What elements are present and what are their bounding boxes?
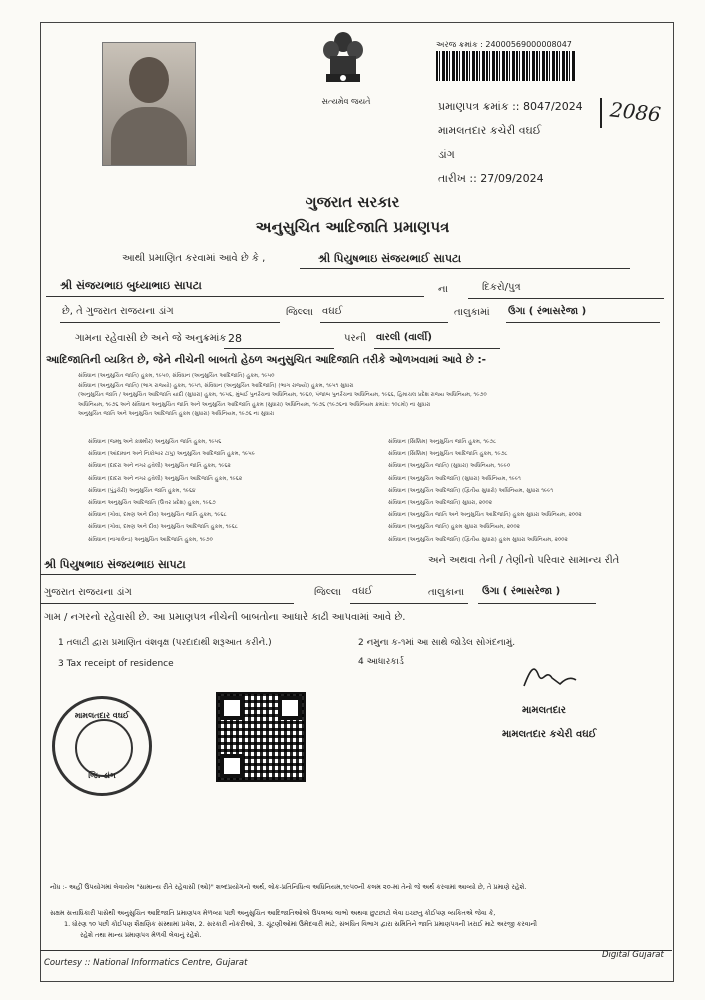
district-value-2: વઘઈ [352,586,373,597]
doc-item-1: 1 તલાટી દ્વારા પ્રમાણિત વંશવૃક્ષ (પરદાદાથી શરૂઆત કરીને.) [58,638,272,648]
government-title: ગુજરાત સરકાર [305,193,400,211]
district: ડાંગ [438,148,455,161]
qr-code [216,692,306,782]
serial-number: 28 [228,332,242,345]
state-district-text-2: ગુજરાત રાજયના ડાંગ [44,587,132,598]
holder-name-2: શ્રી પિયુષભાઇ સંજયભાઇ સાપટા [44,558,186,571]
holder-name: શ્રી પિયુષભાઇ સંજયભાઈ સાપટા [318,252,462,265]
signatory-office: મામલતદાર કચેરી વઘઈ [502,729,597,740]
issuing-office: મામલતદાર કચેરી વઘઈ [438,124,542,137]
application-number: અરજ ક્રમાંક : 24000569000008047 [436,40,572,49]
doc-item-2: 2 નમુના ક-૧માં આ સાથે જોડેલ સોગંદનામું. [358,638,516,648]
taluka-value-2: ઉગા ( રંભાસરેજા ) [482,586,561,597]
footer-courtesy: Courtesy :: National Informatics Centre, Gujarat [44,958,248,968]
certificate-title: અનુસુચિત આદિજાતિ પ્રમાણપત્ર [255,218,450,236]
taluka-value: ઉગા ( રંભાસરેજા ) [508,306,587,317]
seal-bottom-text: જિ. ડાંગ [88,771,116,780]
notes-2: સક્ષમ સત્તાધિકારી પાસેથી અનુસુચિત આદિજાતિ પ્રમાણપત્ર મેળવ્યા પછી અનુસુચિત આદિજાતિઓએ ઉપલબ્ધ લાભો અથવા છુટછાટો લેવા ઇચ્છતુ કોઈપણ વ્યકિતએ જેવા કે, 1. ધોરણ ૧૦ પછી કોઈપણ શૈક્ષણિક સંસ્થામાં પ્રવેશ, 2. સરકારી નોકરીઓ, 3. ચૂંટણીઓમાં ઉમેદવારી માટે, સંબંધિત વિભાગ દ્વારા સમિતિને જાતિ પ્રમાણપત્રની ખરાઈ માટે અરજી કરવાની રહેશે તથા માન્ય પ્રમાણપત્ર મેળવી લેવાનું રહેશે. [50,909,538,939]
handwritten-number: 2086 [608,97,663,127]
relation: દિકરો/પુત્ર [482,282,521,293]
district-label: જિલ્લા [286,307,313,318]
signature [520,660,580,690]
doc-item-4: 4 આધારકાર્ડ [358,657,404,667]
district-value: વઘઈ [322,306,343,317]
of-text-2: પરની [344,333,366,344]
seal-top-text: મામલતદાર વઘઈ [74,711,130,720]
state-emblem-icon [318,28,368,90]
orders-left: સંવિધાન (જમ્મુ અને કાશ્મીર) અનુસુચિત જાતિ હુકમ, ૧૯૫૬ સંવિધાન (આંદામાન અને નિકોબાર ટાપુ) અનુસુચિત આદિજાતિ હુકમ, ૧૯૫૯ સંવિધાન (દાદરા અને નગર હવેલી) અનુસુચિત જાતિ હુકમ, ૧૯૬૨ સંવિધાન (દાદરા અને નગર હવેલી) અનુસુચિત આદિજાતિ હુકમ, ૧૯૬૨ સંવિધાન (પુંડુચેરી) અનુસુચિત જાતિ હુકમ, ૧૯૬૪ સંવિધાન અનુસુચિત આદિજાતિ (ઉત્તર પ્રદેશ) હુકમ, ૧૯૬૭ સંવિધાન (ગોવા, દમણ અને દીવ) અનુસુચિત જાતિ હુકમ, ૧૯૬૮ સંવિધાન (ગોવા, દમણ અને દીવ) અનુસુચિત આદિજાતિ હુકમ, ૧૯૬૮ સંવિધાન (નાગાલેન્ડ) અનુસુચિત આદિજાતિ હુકમ, ૧૯૭૦ [88,439,256,543]
of-text: ના [438,284,448,295]
notes: નોંધ :- અહીં ઉપયોગમાં લેવાયેલ "સામાન્ય રીતે રહેવાસી (ઓ)" શબ્દપ્રયોગનો અર્થ, લોક-પ્રતિનિધિત્વ અધિનિયમ,૧૯૫૦ની કલમ ૨૦-માં તેનો જે અર્થ કરવામાં આવ્યો છે, તે પ્રમાણે રહેશે. [50,883,527,891]
recognition-text: આદિજાતિની વ્યકિત છે, જેને નીચેની બાબતો હેઠળ અનુસુચિત આદિજાતિ તરીકે ઓળખવામાં આવે છે :- [46,354,487,366]
taluka-label: તાલુકામાં [454,307,490,318]
certificate-number: પ્રમાણપત્ર ક્રમાંક :: 8047/2024 [438,100,583,113]
issue-date: તારીખ :: 27/09/2024 [438,172,544,185]
state-district-text: છે, તે ગુજરાત રાજયના ડાંગ [62,306,174,317]
family-text: અને અથવા તેની / તેણીનો પરિવાર સામાન્ય રીતે [428,555,620,566]
emblem-motto: સત્યમેવ જયતે [321,97,371,106]
father-name: શ્રી સંજયભાઇ બુધ્યાભાઇ સાપટા [60,279,202,292]
handwritten-stroke [600,98,602,128]
applicant-photo [102,42,196,166]
basis-text: ગામ / નગરનો રહેવાસી છે. આ પ્રમાણપત્ર નીચેની બાબતોના આધારે કાઢી આપવામાં આવે છે. [44,612,406,623]
orders-right: સંવિધાન (સિક્કિમ) અનુસુચિત જાતિ હુકમ, ૧૯૭૮ સંવિધાન (સિક્કિમ) અનુસુચિત આદિજાતિ હુકમ, ૧૯૭૮ સંવિધાન (અનુસુચિત જાતિ) (સુધારા) અધિનિયમ, ૧૯૯૦ સંવિધાન (અનુસુચિત આદિજાતિ) (સુધારા) અધિનિયમ, ૧૯૯૧ સંવિધાન (અનુસુચિત આદિજાતિ) (દ્વિતીય સુધારો) અધિનિયમ, સુધારા ૧૯૯૧ સંવિધાન (અનુસુચિત આદિજાતિ) સુધારા, ૨૦૦૨ સંવિધાન (અનુસુચિત જાતિ અને અનુસુચિત આદિજાતિ) હુકમ સુધારા અધિનિયમ, ૨૦૦૨ સંવિધાન (અનુસુચિત જાતિ) હુકમ સુધારા અધિનિયમ, ૨૦૦૨ સંવિધાન (અનુસુચિત આદિજાતિ) (દ્વિતીય સુધારા) હુકમ સુધારા અધિનિયમ, ૨૦૦૨ [388,439,582,543]
signatory-title: મામલતદાર [522,705,566,716]
barcode [436,51,576,81]
certify-text: આથી પ્રમાણિત કરવામાં આવે છે કે , [122,253,266,264]
district-label-2: જિલ્લા [314,587,341,598]
taluka-label-2: તાલુકાના [428,587,465,598]
doc-item-3: 3 Tax receipt of residence [58,659,174,669]
official-seal [52,696,152,796]
footer-brand: Digital Gujarat [602,950,664,960]
orders-top: સંવિધાન (અનુસુચિત જાતિ) હુકમ, ૧૯૫૦, સંવિધાન (અનુસુચિત આદિજાતિ) હુકમ, ૧૯૫૦ સંવિધાન (અનુસુચિત જાતિ) (ભાગ રાજ્યો) હુકમ, ૧૯૫૧, સંવિધાન (અનુસુચિત આદિજાતિ) (ભાગ રાજ્યો) હુકમ, ૧૯૫૧ સુધારા (અનુસુચિત જાતિ / અનુસુચિત આદિજાતિ યાદી (સુધારા) હુકમ, ૧૯૫૬, મુંબઈ પુનર્રચના અધિનિયમ, ૧૯૬૦, પંજાબ પુનર્રચના અધિનિયમ, ૧૯૬૬, હિમાચલ પ્રદેશ રાજ્ય અધિનિયમ, ૧૯૭૦ અધિનિયમ, ૧૯૭૬ અને સંવિધાન અનુસુચિત જાતિ અને અનુસુચિત આદિજાતિ હુકમ (સુધારા) અધિનિયમ, ૧૯૭૬ (૧૯૭૬ના અધિનિયમ ક્રમાંક: ૧૦૮મો) ના સુધારા અનુસુચિત જાતિ અને અનુસુચિત આદિજાતિ હુકમ (સુધારા) અધિનિયમ, ૧૯૭૬ ના સુધારા [78,373,487,417]
tribe-name: વારલી (વાર્લી) [376,332,432,343]
resident-text: ગામના રહેવાસી છે અને જે અનુક્રમાંક [75,333,227,344]
